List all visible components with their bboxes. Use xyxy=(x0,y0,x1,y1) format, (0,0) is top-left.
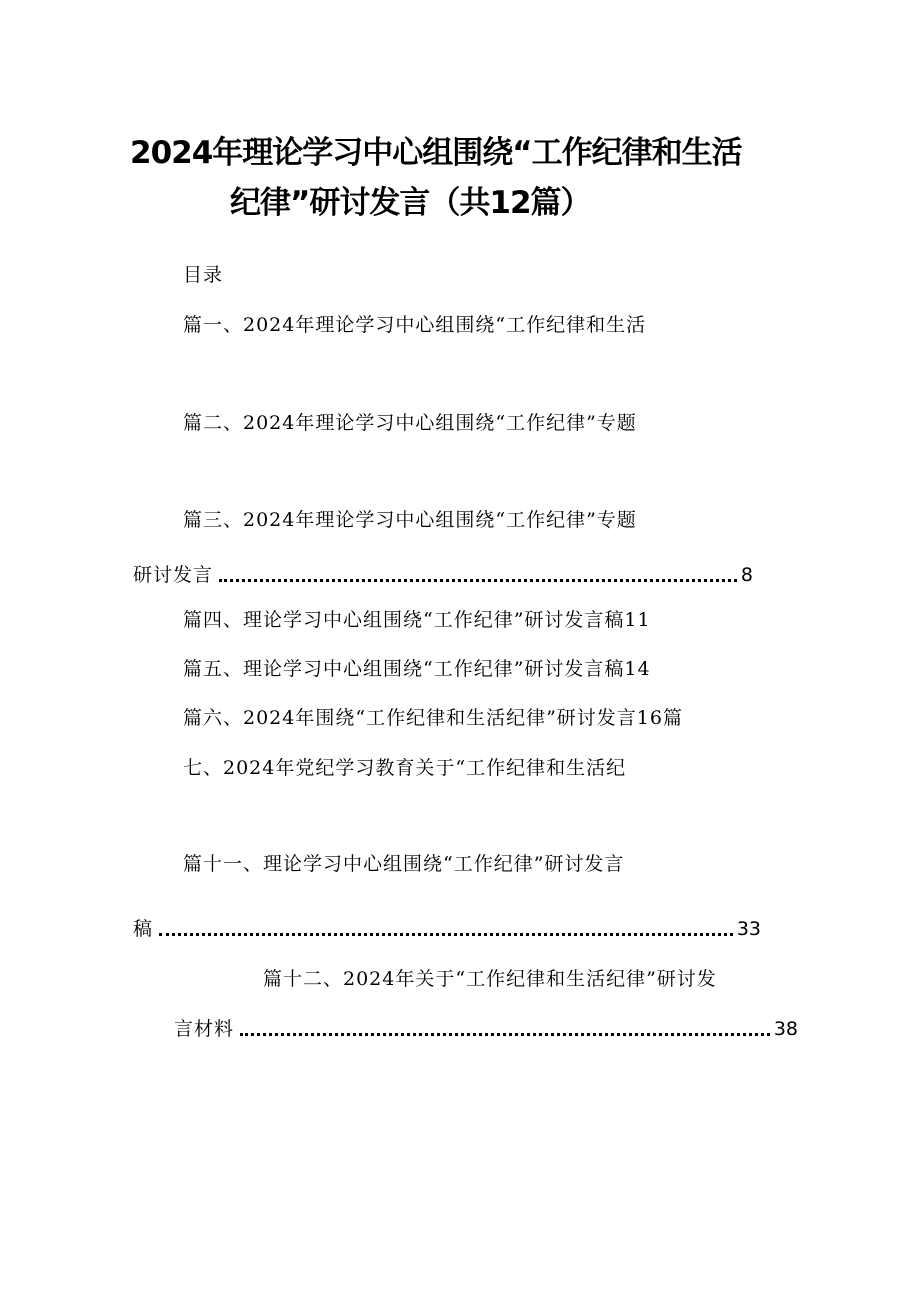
toc-entry-12-page-number: 38 xyxy=(773,1018,798,1040)
toc-heading: 目录 xyxy=(183,264,224,286)
dot-leader xyxy=(159,933,733,936)
toc-entry-12[interactable]: 篇十二、2024年关于“工作纪律和生活纪律”研讨发 xyxy=(263,968,717,990)
toc-entry-2[interactable]: 篇二、2024年理论学习中心组围绕“工作纪律”专题 xyxy=(183,412,637,434)
toc-entry-11-page-number: 33 xyxy=(736,918,761,940)
toc-entry-3-continuation: 研讨发言 xyxy=(133,564,214,586)
toc-entry-3[interactable]: 篇三、2024年理论学习中心组围绕“工作纪律”专题 xyxy=(183,509,637,531)
toc-entry-6[interactable]: 篇六、2024年围绕“工作纪律和生活纪律”研讨发言16篇 xyxy=(183,707,683,729)
toc-entry-12-leader-line[interactable] xyxy=(174,1016,798,1042)
toc-entry-3-leader-line[interactable] xyxy=(133,562,753,588)
toc-entry-12-continuation: 言材料 xyxy=(174,1018,235,1040)
toc-entry-1[interactable]: 篇一、2024年理论学习中心组围绕“工作纪律和生活 xyxy=(183,314,647,336)
dot-leader xyxy=(240,1033,770,1036)
document-title xyxy=(120,128,800,228)
dot-leader xyxy=(219,579,737,582)
toc-entry-3-page-number: 8 xyxy=(740,564,753,586)
toc-entry-11-continuation: 稿 xyxy=(133,918,154,940)
toc-entry-11[interactable]: 篇十一、理论学习中心组围绕“工作纪律”研讨发言 xyxy=(183,853,625,875)
title-line-1: 2024年理论学习中心组围绕“工作纪律和生活 xyxy=(130,135,742,171)
title-line-2: 纪律”研讨发言（共12篇） xyxy=(230,185,591,221)
toc-entry-5[interactable]: 篇五、理论学习中心组围绕“工作纪律”研讨发言稿14 xyxy=(183,658,651,680)
toc-entry-7[interactable]: 七、2024年党纪学习教育关于“工作纪律和生活纪 xyxy=(183,757,627,779)
toc-entry-11-leader-line[interactable] xyxy=(133,916,761,942)
toc-entry-4[interactable]: 篇四、理论学习中心组围绕“工作纪律”研讨发言稿11 xyxy=(183,609,651,631)
